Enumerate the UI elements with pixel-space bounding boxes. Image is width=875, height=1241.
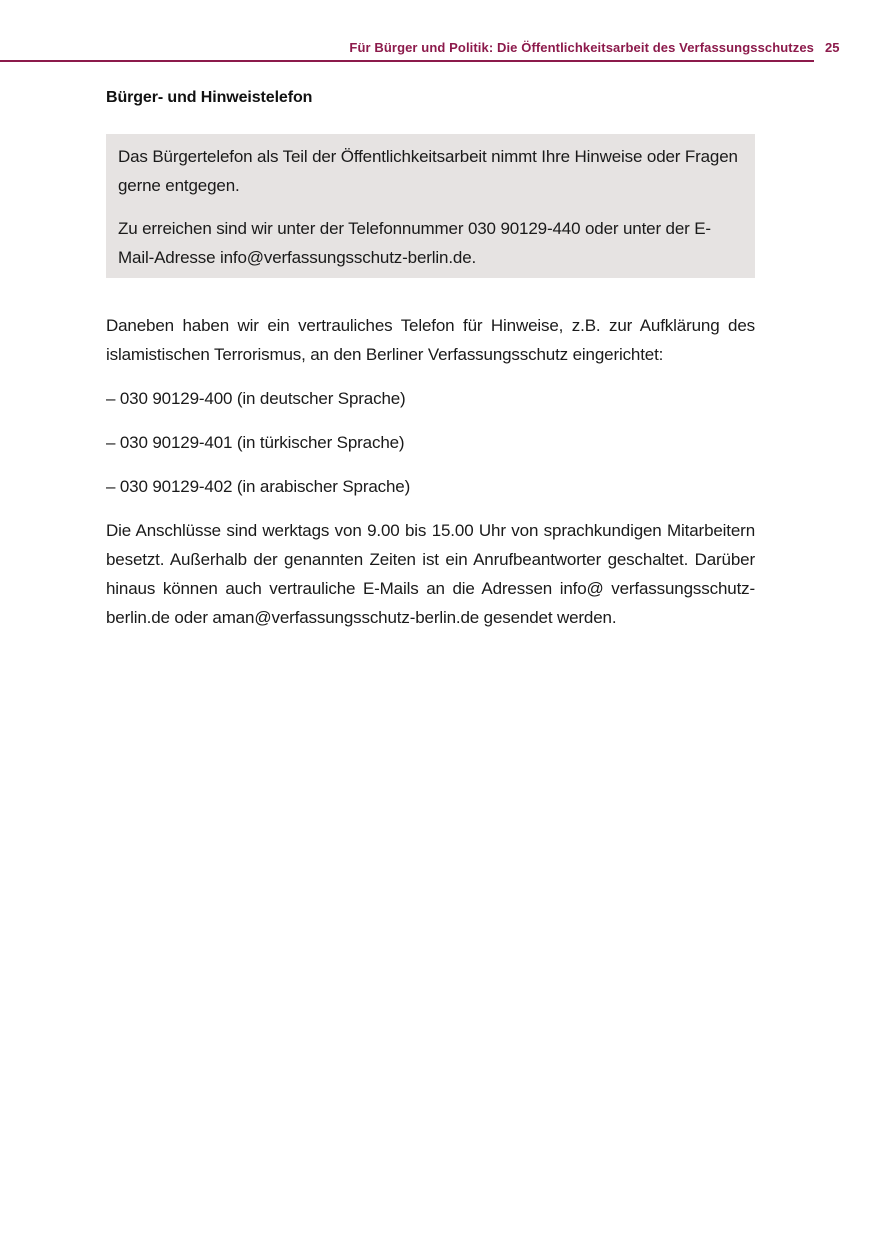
phone-list-item: – 030 90129-401 (in türkischer Sprache) [106,433,405,452]
running-title: Für Bürger und Politik: Die Öffentlichkeitsarbeit des Verfassungsschutzes [349,40,814,55]
section-heading: Bürger- und Hinweistelefon [106,89,313,106]
intro-paragraph: Daneben haben wir ein vertrauliches Telefon für Hinweise, z.B. zur Aufklärung des islamistischen Terrorismus, an den Berliner Verfassungsschutz eingerichtet: [106,316,755,364]
page-number: 25 [825,40,840,55]
closing-paragraph: Die Anschlüsse sind werktags von 9.00 bis 15.00 Uhr von sprachkundigen Mitarbeitern besetzt. Außerhalb der genannten Zeiten ist ein Anrufbeantworter geschaltet. Darüber hinaus können auch vertrauliche E-Mails an die Adressen info@ verfassungsschutz-berlin.de oder aman@verfassungsschutz-berlin.de gesendet werden. [106,521,755,627]
info-box-paragraph: Das Bürgertelefon als Teil der Öffentlichkeitsarbeit nimmt Ihre Hinweise oder Fragen gerne entgegen. [118,147,738,195]
page-content [106,86,755,647]
info-box-paragraph: Zu erreichen sind wir unter der Telefonnummer 030 90129-440 oder unter der E-Mail-Adresse info@verfassungsschutz-berlin.de. [118,219,711,267]
running-header [0,38,814,62]
phone-list-item: – 030 90129-402 (in arabischer Sprache) [106,477,411,496]
info-box [106,134,755,278]
phone-list [106,384,755,501]
phone-list-item: – 030 90129-400 (in deutscher Sprache) [106,389,406,408]
